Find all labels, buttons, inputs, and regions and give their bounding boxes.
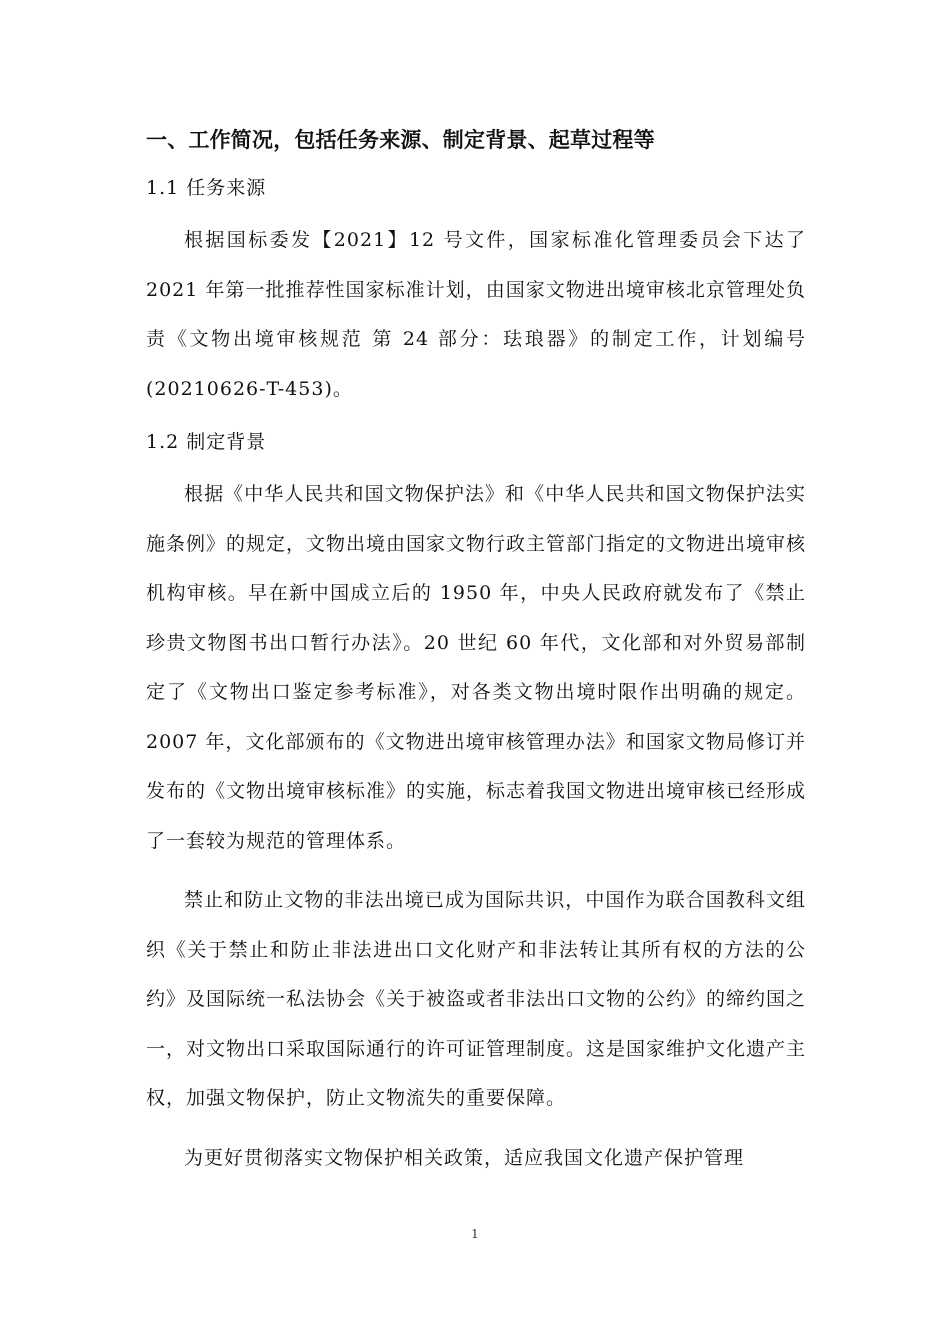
main-heading: 一、工作简况，包括任务来源、制定背景、起草过程等	[146, 127, 655, 152]
paragraph-background-1: 根据《中华人民共和国文物保护法》和《中华人民共和国文物保护法实施条例》的规定，文物出境由国家文物行政主管部门指定的文物进出境审核机构审核。早在新中国成立后的 1950 年，中央人民政府就发布了《禁止珍贵文物图书出口暂行办法》。20 世纪 60 年代，文化部和对外贸易部制定了《文物出口鉴定参考标准》，对各类文物出境时限作出明确的规定。2007 年，文化部颁布的《文物进出境审核管理办法》和国家文物局修订并发布的《文物出境审核标准》的实施，标志着我国文物进出境审核已经形成了一套较为规范的管理体系。	[146, 483, 807, 852]
paragraph-background-2: 禁止和防止文物的非法出境已成为国际共识，中国作为联合国教科文组织《关于禁止和防止非法进出口文化财产和非法转让其所有权的方法的公约》及国际统一私法协会《关于被盗或者非法出口文物的公约》的缔约国之一，对文物出口采取国际通行的许可证管理制度。这是国家维护文化遗产主权，加强文物保护，防止文物流失的重要保障。	[146, 889, 807, 1109]
section-1-1-title: 1.1 任务来源	[146, 177, 267, 199]
page-number: 1	[471, 1227, 479, 1241]
page-body	[146, 122, 806, 1193]
paragraph-background-3: 为更好贯彻落实文物保护相关政策，适应我国文化遗产保护管理	[184, 1146, 745, 1169]
section-1-2-title: 1.2 制定背景	[146, 431, 267, 453]
paragraph-task-source: 根据国标委发【2021】12 号文件，国家标准化管理委员会下达了 2021 年第一批推荐性国家标准计划，由国家文物进出境审核北京管理处负责《文物出境审核规范 第 24 部分：珐琅器》的制定工作，计划编号(20210626-T-453)。	[146, 229, 806, 400]
